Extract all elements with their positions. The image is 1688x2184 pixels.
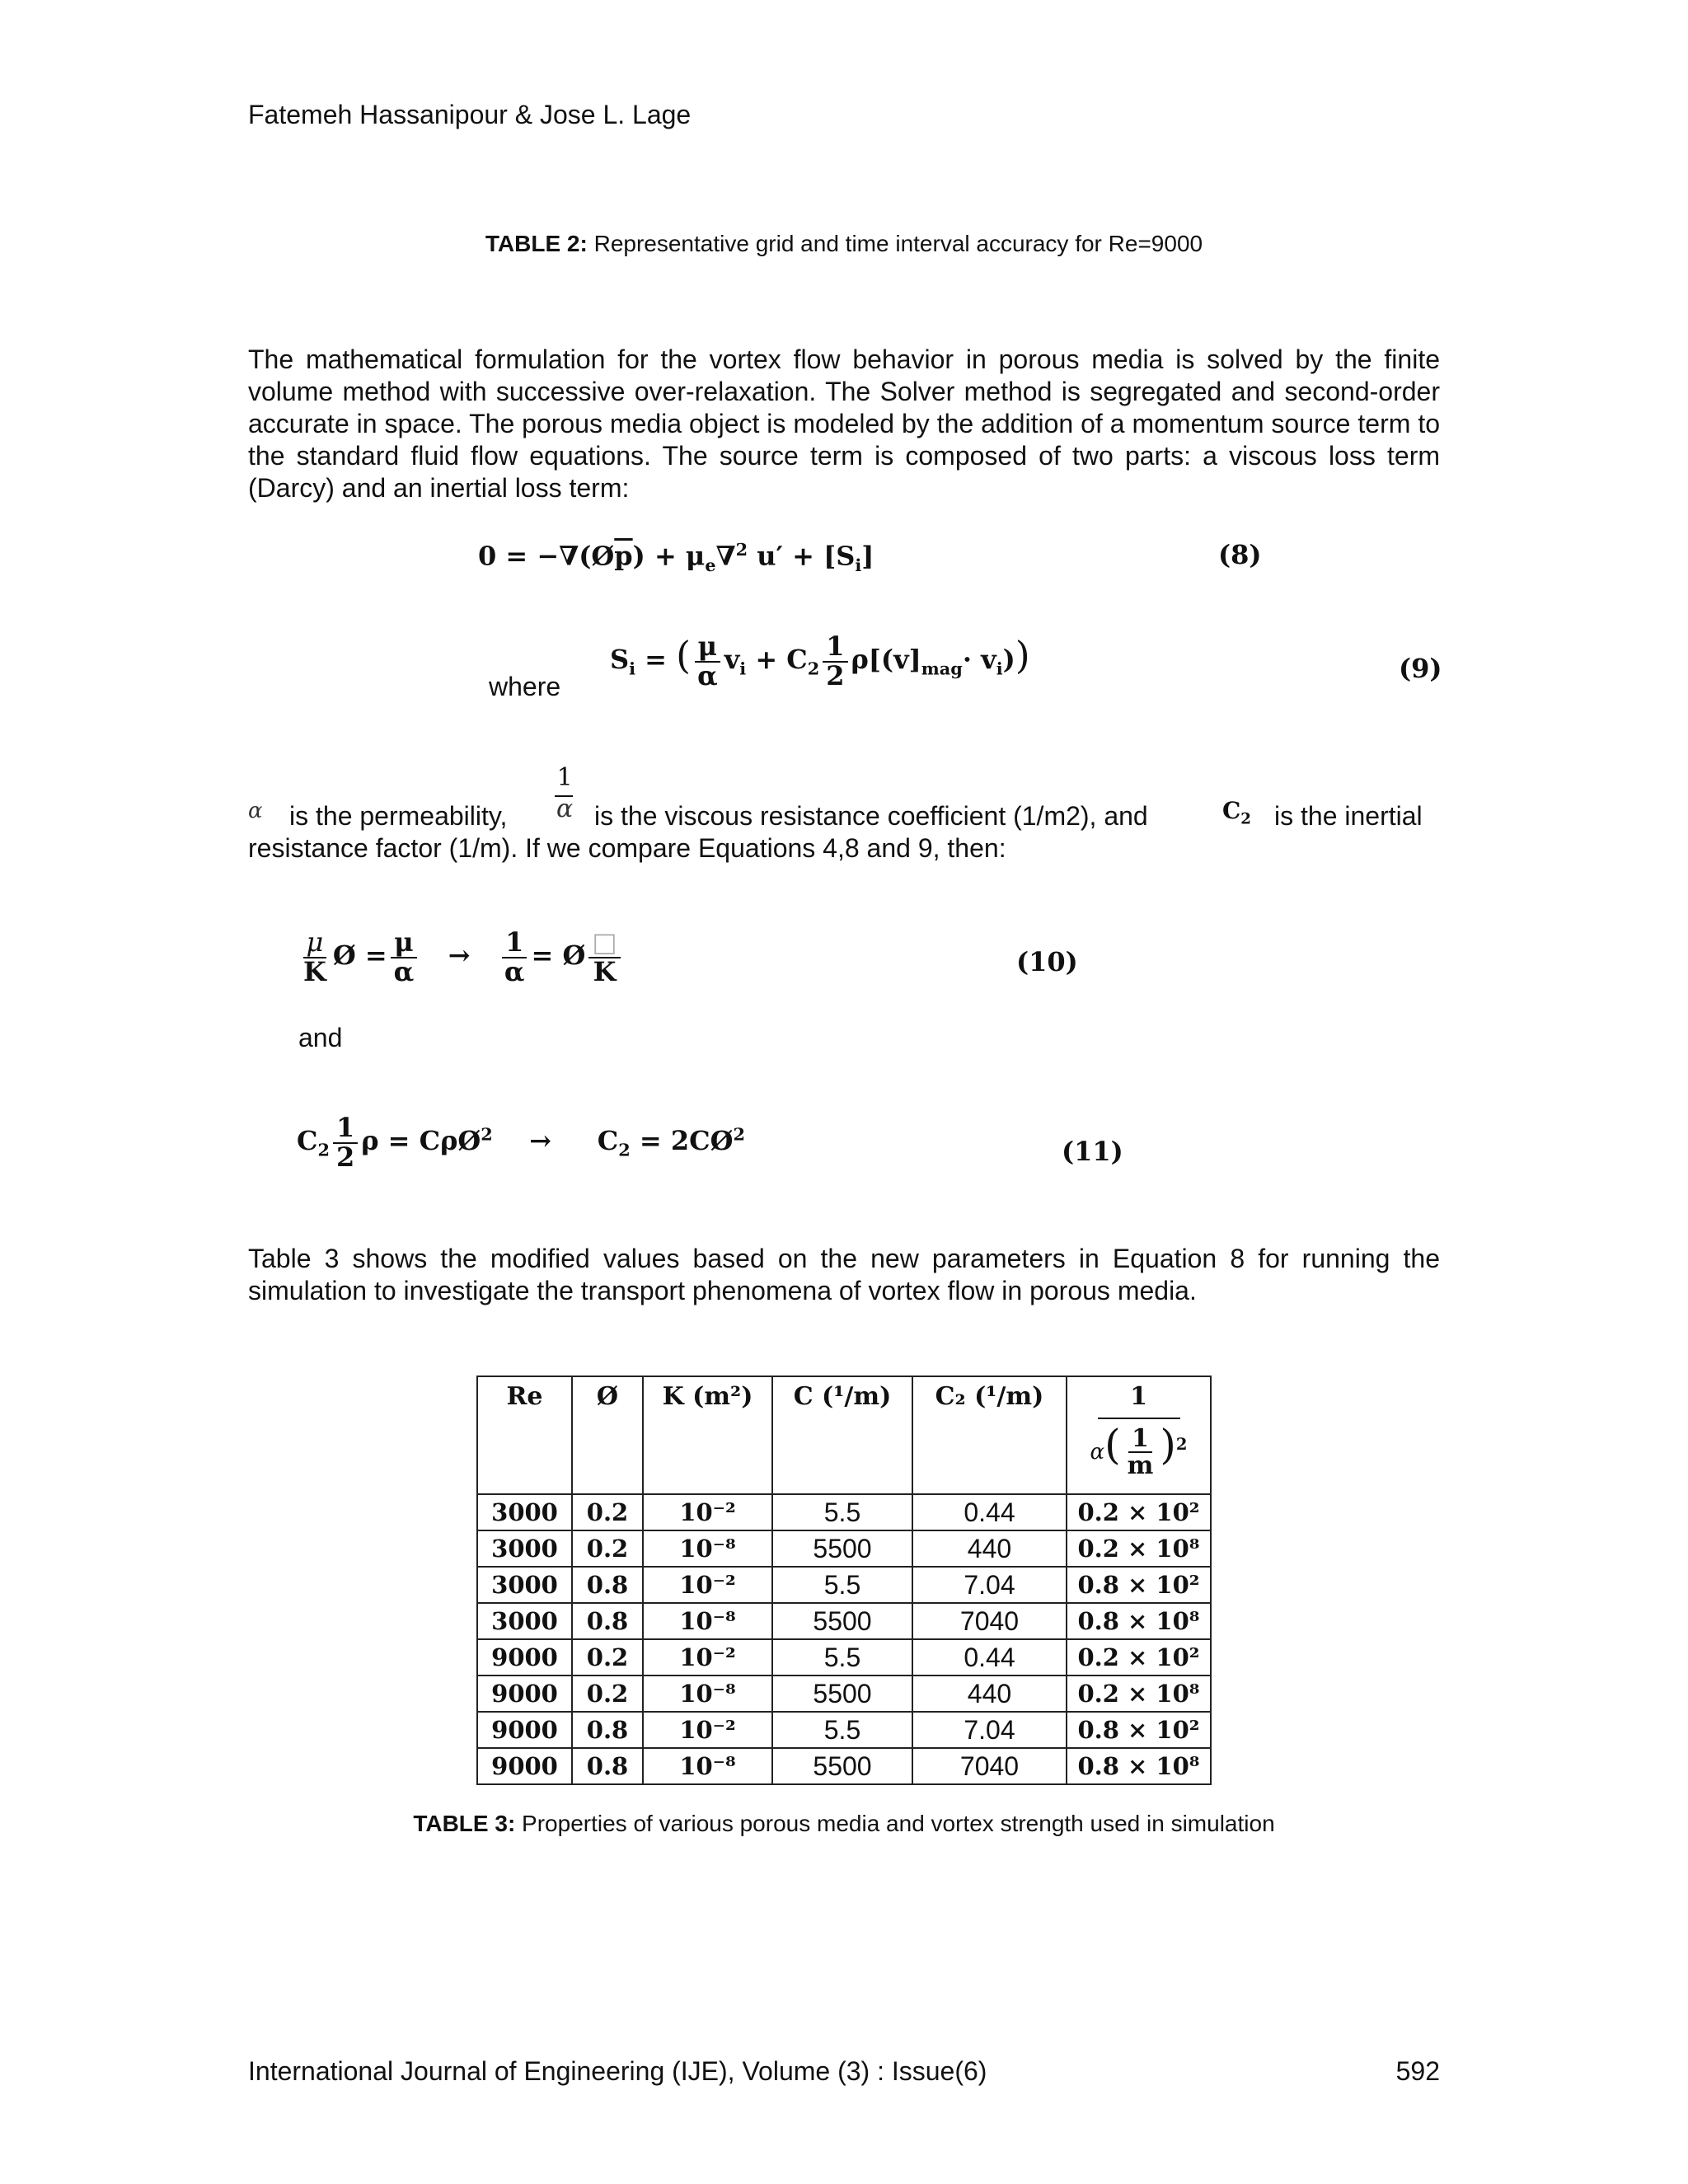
cell-inverse-alpha: 0.8 × 10⁸ — [1067, 1748, 1211, 1784]
cell-c2: 7.04 — [912, 1712, 1067, 1748]
paragraph-3: Table 3 shows the modified values based on the new parameters in Equation 8 for running the simulation to investigate the transport phenomena of vortex flow in porous media. — [248, 1244, 1440, 1305]
cell-c: 5500 — [772, 1603, 912, 1639]
cell-re: 3000 — [477, 1494, 572, 1530]
cell-inverse-alpha: 0.2 × 10⁸ — [1067, 1675, 1211, 1712]
paragraph-2-part-2: is the viscous resistance coefficient (1/m2), and — [594, 801, 1148, 831]
cell-re: 9000 — [477, 1712, 572, 1748]
header-re: Re — [477, 1376, 572, 1494]
cell-inverse-alpha: 0.2 × 10⁸ — [1067, 1530, 1211, 1567]
cell-c2: 0.44 — [912, 1639, 1067, 1675]
cell-phi: 0.2 — [572, 1530, 643, 1567]
equation-11: $C_2$ $\frac{1}{2}$ ρ = CρØ$^2$ → $C_2$ = $2CØ^2$ — [297, 1112, 745, 1173]
cell-inverse-alpha: 0.2 × 10² — [1067, 1639, 1211, 1675]
header-phi: Ø — [572, 1376, 643, 1494]
cell-inverse-alpha: 0.2 × 10² — [1067, 1494, 1211, 1530]
cell-inverse-alpha: 0.8 × 10⁸ — [1067, 1603, 1211, 1639]
header-c2: C₂ (¹/m) — [912, 1376, 1067, 1494]
table-row — [477, 1567, 1211, 1603]
cell-phi: 0.8 — [572, 1712, 643, 1748]
cell-phi: 0.8 — [572, 1603, 643, 1639]
equation-8-number: (8) — [1218, 539, 1262, 570]
equation-9-where: where — [489, 672, 561, 701]
cell-inverse-alpha: 0.8 × 10² — [1067, 1567, 1211, 1603]
page-number: 592 — [1395, 2056, 1440, 2086]
cell-k: 10⁻⁸ — [643, 1603, 772, 1639]
equation-9: $S_i$ = ( $\frac{\mu}{\alpha}$ $v_i + C_2$ $\frac{1}{2}$ $\rho[(v]_{mag}\cdot v_i)$) — [610, 630, 1030, 691]
cell-c2: 440 — [912, 1675, 1067, 1712]
cell-c2: 7040 — [912, 1603, 1067, 1639]
cell-phi: 0.2 — [572, 1675, 643, 1712]
equation-9-number: (9) — [1399, 653, 1442, 684]
table-row — [477, 1639, 1211, 1675]
cell-c2: 7.04 — [912, 1567, 1067, 1603]
cell-c: 5.5 — [772, 1639, 912, 1675]
inverse-alpha-symbol: 1 α — [556, 763, 574, 823]
cell-phi: 0.2 — [572, 1494, 643, 1530]
cell-c: 5.5 — [772, 1712, 912, 1748]
table-row — [477, 1603, 1211, 1639]
table-row — [477, 1494, 1211, 1530]
equation-11-number: (11) — [1062, 1136, 1123, 1167]
table3-caption-label: TABLE 3: — [413, 1811, 516, 1836]
cell-re: 3000 — [477, 1567, 572, 1603]
header-inverse-alpha: 1 α( $\frac{1}{m}$ )$^2$ — [1067, 1376, 1211, 1494]
cell-c2: 440 — [912, 1530, 1067, 1567]
table2-caption-label: TABLE 2: — [485, 231, 588, 256]
table-row — [477, 1712, 1211, 1748]
cell-c2: 0.44 — [912, 1494, 1067, 1530]
fraction-bar — [555, 795, 573, 797]
table-row — [477, 1675, 1211, 1712]
cell-phi: 0.8 — [572, 1567, 643, 1603]
table-3 — [476, 1376, 1212, 1785]
table2-caption — [247, 231, 1441, 257]
header-k: K (m²) — [643, 1376, 772, 1494]
table3-caption-text: Properties of various porous media and vortex strength used in simulation — [522, 1811, 1275, 1836]
cell-k: 10⁻⁸ — [643, 1530, 772, 1567]
cell-c: 5.5 — [772, 1567, 912, 1603]
equation-10: $\frac{\mu}{K}$ Ø = $\frac{\mu}{\alpha}$ → $\frac{1}{\alpha}$ = Ø $\frac{□}{K}$ — [297, 929, 624, 986]
cell-k: 10⁻⁸ — [643, 1748, 772, 1784]
cell-k: 10⁻² — [643, 1712, 772, 1748]
running-header: Fatemeh Hassanipour & Jose L. Lage — [248, 100, 692, 129]
cell-phi: 0.8 — [572, 1748, 643, 1784]
cell-k: 10⁻² — [643, 1639, 772, 1675]
table-row — [477, 1530, 1211, 1567]
footer-journal: International Journal of Engineering (IJE), Volume (3) : Issue(6) — [248, 2056, 987, 2086]
cell-k: 10⁻² — [643, 1567, 772, 1603]
cell-re: 9000 — [477, 1639, 572, 1675]
table2-caption-text: Representative grid and time interval accuracy for Re=9000 — [593, 231, 1203, 256]
c2-symbol: $C_2$ — [1222, 797, 1251, 828]
cell-c: 5500 — [772, 1530, 912, 1567]
cell-phi: 0.2 — [572, 1639, 643, 1675]
table-3-header-row — [477, 1376, 1211, 1494]
table3-caption — [247, 1811, 1441, 1837]
cell-re: 3000 — [477, 1530, 572, 1567]
paragraph-2-part-3: is the inertial — [1274, 801, 1423, 831]
cell-re: 9000 — [477, 1675, 572, 1712]
cell-inverse-alpha: 0.8 × 10² — [1067, 1712, 1211, 1748]
cell-k: 10⁻² — [643, 1494, 772, 1530]
and-text: and — [298, 1023, 343, 1052]
cell-re: 9000 — [477, 1748, 572, 1784]
cell-c: 5500 — [772, 1675, 912, 1712]
equation-10-number: (10) — [1016, 946, 1078, 977]
paragraph-2-part-1: is the permeability, — [289, 801, 508, 831]
cell-c2: 7040 — [912, 1748, 1067, 1784]
table-row — [477, 1748, 1211, 1784]
paragraph-1: The mathematical formulation for the vortex flow behavior in porous media is solved by the finite volume method with successive over-relaxation. The Solver method is segregated and second-order accurate in space. The porous media object is modeled by the addition of a momentum source term to the standard fluid flow equations. The source term is composed of two parts: a viscous loss term (Darcy) and an inertial loss term: — [248, 344, 1440, 503]
equation-8: $0 = -\nabla(Ø\overline{p}) + \mu_e\nabla^2$ $u' + [S_i]$ — [478, 539, 874, 576]
paragraph-2-line-2: resistance factor (1/m). If we compare Equations 4,8 and 9, then: — [248, 833, 1006, 863]
alpha-symbol: α — [248, 799, 263, 823]
cell-c: 5.5 — [772, 1494, 912, 1530]
header-c: C (¹/m) — [772, 1376, 912, 1494]
cell-c: 5500 — [772, 1748, 912, 1784]
cell-re: 3000 — [477, 1603, 572, 1639]
cell-k: 10⁻⁸ — [643, 1675, 772, 1712]
